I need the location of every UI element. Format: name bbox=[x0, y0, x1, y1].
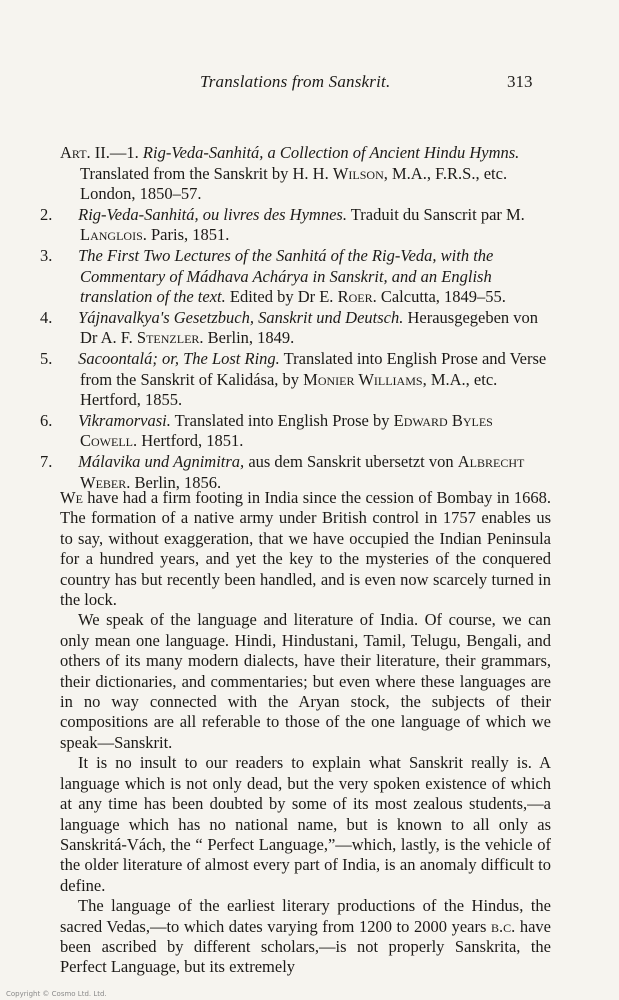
running-title: Translations from Sanskrit. bbox=[200, 72, 391, 91]
entry-title: Vikramorvasi. bbox=[78, 410, 171, 430]
bibliography-entry: 5. Sacoontalá; or, The Lost Ring. Translated into English Prose and Verse from the Sanskrit of Kalidása, by Monier Williams, M.A., etc. Hertford, 1855. bbox=[40, 348, 547, 410]
bibliography-entry: 3. The First Two Lectures of the Sanhitá of the Rig-Veda, with the Commentary of Mádhava Achárya in Sanskrit, and an English translation of the text. Edited by Dr E. Roer. Calcutta, 1849–55. bbox=[40, 245, 506, 307]
paragraph: We speak of the language and literature of India. Of course, we can only mean one language. Hindi, Hindustani, Tamil, Telugu, Bengali, and others of its many modern dialects, have their literature, their grammars, their dictionaries, and commentaries; but even where these languages are in no way connected with the Aryan stock, the subjects of their compositions are all referable to those of the one language of which we speak—Sanskrit. bbox=[60, 610, 551, 752]
copyright-watermark: Copyright © Cosmo Ltd. Ltd. bbox=[6, 990, 107, 998]
entry-title: Sacoontalá; or, The Lost Ring. bbox=[78, 348, 280, 368]
article-label: Art. II.— bbox=[60, 143, 127, 162]
paragraph: The language of the earliest literary productions of the Hindus, the sacred Vedas,—to which dates varying from 1200 to 2000 years b.c. have been ascribed by different scholars,—is not properly Sanskrita, the Perfect Language, but its extremely bbox=[60, 896, 551, 977]
bibliography-entry: 7. Málavika und Agnimitra, aus dem Sanskrit ubersetzt von Albrecht Weber. Berlin, 1856. bbox=[40, 451, 525, 492]
opening-word: We bbox=[60, 488, 83, 507]
entry-author: Roer bbox=[337, 287, 373, 307]
page-header bbox=[0, 72, 619, 94]
entry-author: Langlois bbox=[80, 225, 143, 245]
bibliography-list bbox=[40, 143, 550, 493]
bibliography-entry: Art. II.—1. Rig-Veda-Sanhitá, a Collection of Ancient Hindu Hymns. Translated from the Sanskrit by H. H. Wilson, M.A., F.R.S., etc. London, 1850–57. bbox=[60, 143, 520, 204]
bibliography-entry: 6. Vikramorvasi. Translated into English Prose by Edward Byles Cowell. Hertford, 1851. bbox=[40, 410, 493, 451]
article-body bbox=[60, 488, 551, 978]
bibliography-entry: 2. Rig-Veda-Sanhitá, ou livres des Hymnes. Traduit du Sanscrit par M. Langlois. Paris, 1851. bbox=[40, 204, 525, 245]
entry-author: Stenzler bbox=[136, 328, 200, 348]
entry-author: Albrecht Weber bbox=[80, 451, 525, 492]
entry-title: The First Two Lectures of the Sanhitá of the Rig-Veda, with the Commentary of Mádhava Achárya in Sanskrit, and an English translation of the text. bbox=[78, 245, 494, 307]
entry-author: Edward Byles Cowell bbox=[80, 410, 493, 451]
entry-title: Málavika und Agnimitra, bbox=[78, 451, 245, 471]
bibliography-entry: 4. Yájnavalkya's Gesetzbuch, Sanskrit und Deutsch. Herausgegeben von Dr A. F. Stenzler. Berlin, 1849. bbox=[40, 307, 539, 348]
paragraph: It is no insult to our readers to explain what Sanskrit really is. A language which is not only dead, but the very spoken existence of which at any time has been doubted by some of its most zealous students,—a language which has no national name, but is known to all only as Sanskritá-Vách, the “ Perfect Language,”—which, lastly, is the vehicle of the older literature of almost every part of India, is an anomaly difficult to define. bbox=[60, 753, 551, 895]
entry-title: Rig-Veda-Sanhitá, ou livres des Hymnes. bbox=[78, 204, 347, 224]
entry-title: Rig-Veda-Sanhitá, a Collection of Ancient Hindu Hymns. bbox=[142, 143, 520, 162]
page-number: 313 bbox=[507, 72, 533, 91]
entry-author: Monier Williams bbox=[303, 369, 423, 389]
entry-title: Yájnavalkya's Gesetzbuch, Sanskrit und Deutsch. bbox=[78, 307, 404, 327]
entry-author: Wilson bbox=[332, 163, 384, 183]
paragraph: We have had a firm footing in India since the cession of Bombay in 1668. The formation of a native army under British control in 1757 enables us to say, without exaggeration, that we have occupied the Indian Peninsula for a hundred years, and yet the key to the mysteries of the conquered country has but recently been handled, and is even now scarcely turned in the lock. bbox=[60, 488, 551, 610]
